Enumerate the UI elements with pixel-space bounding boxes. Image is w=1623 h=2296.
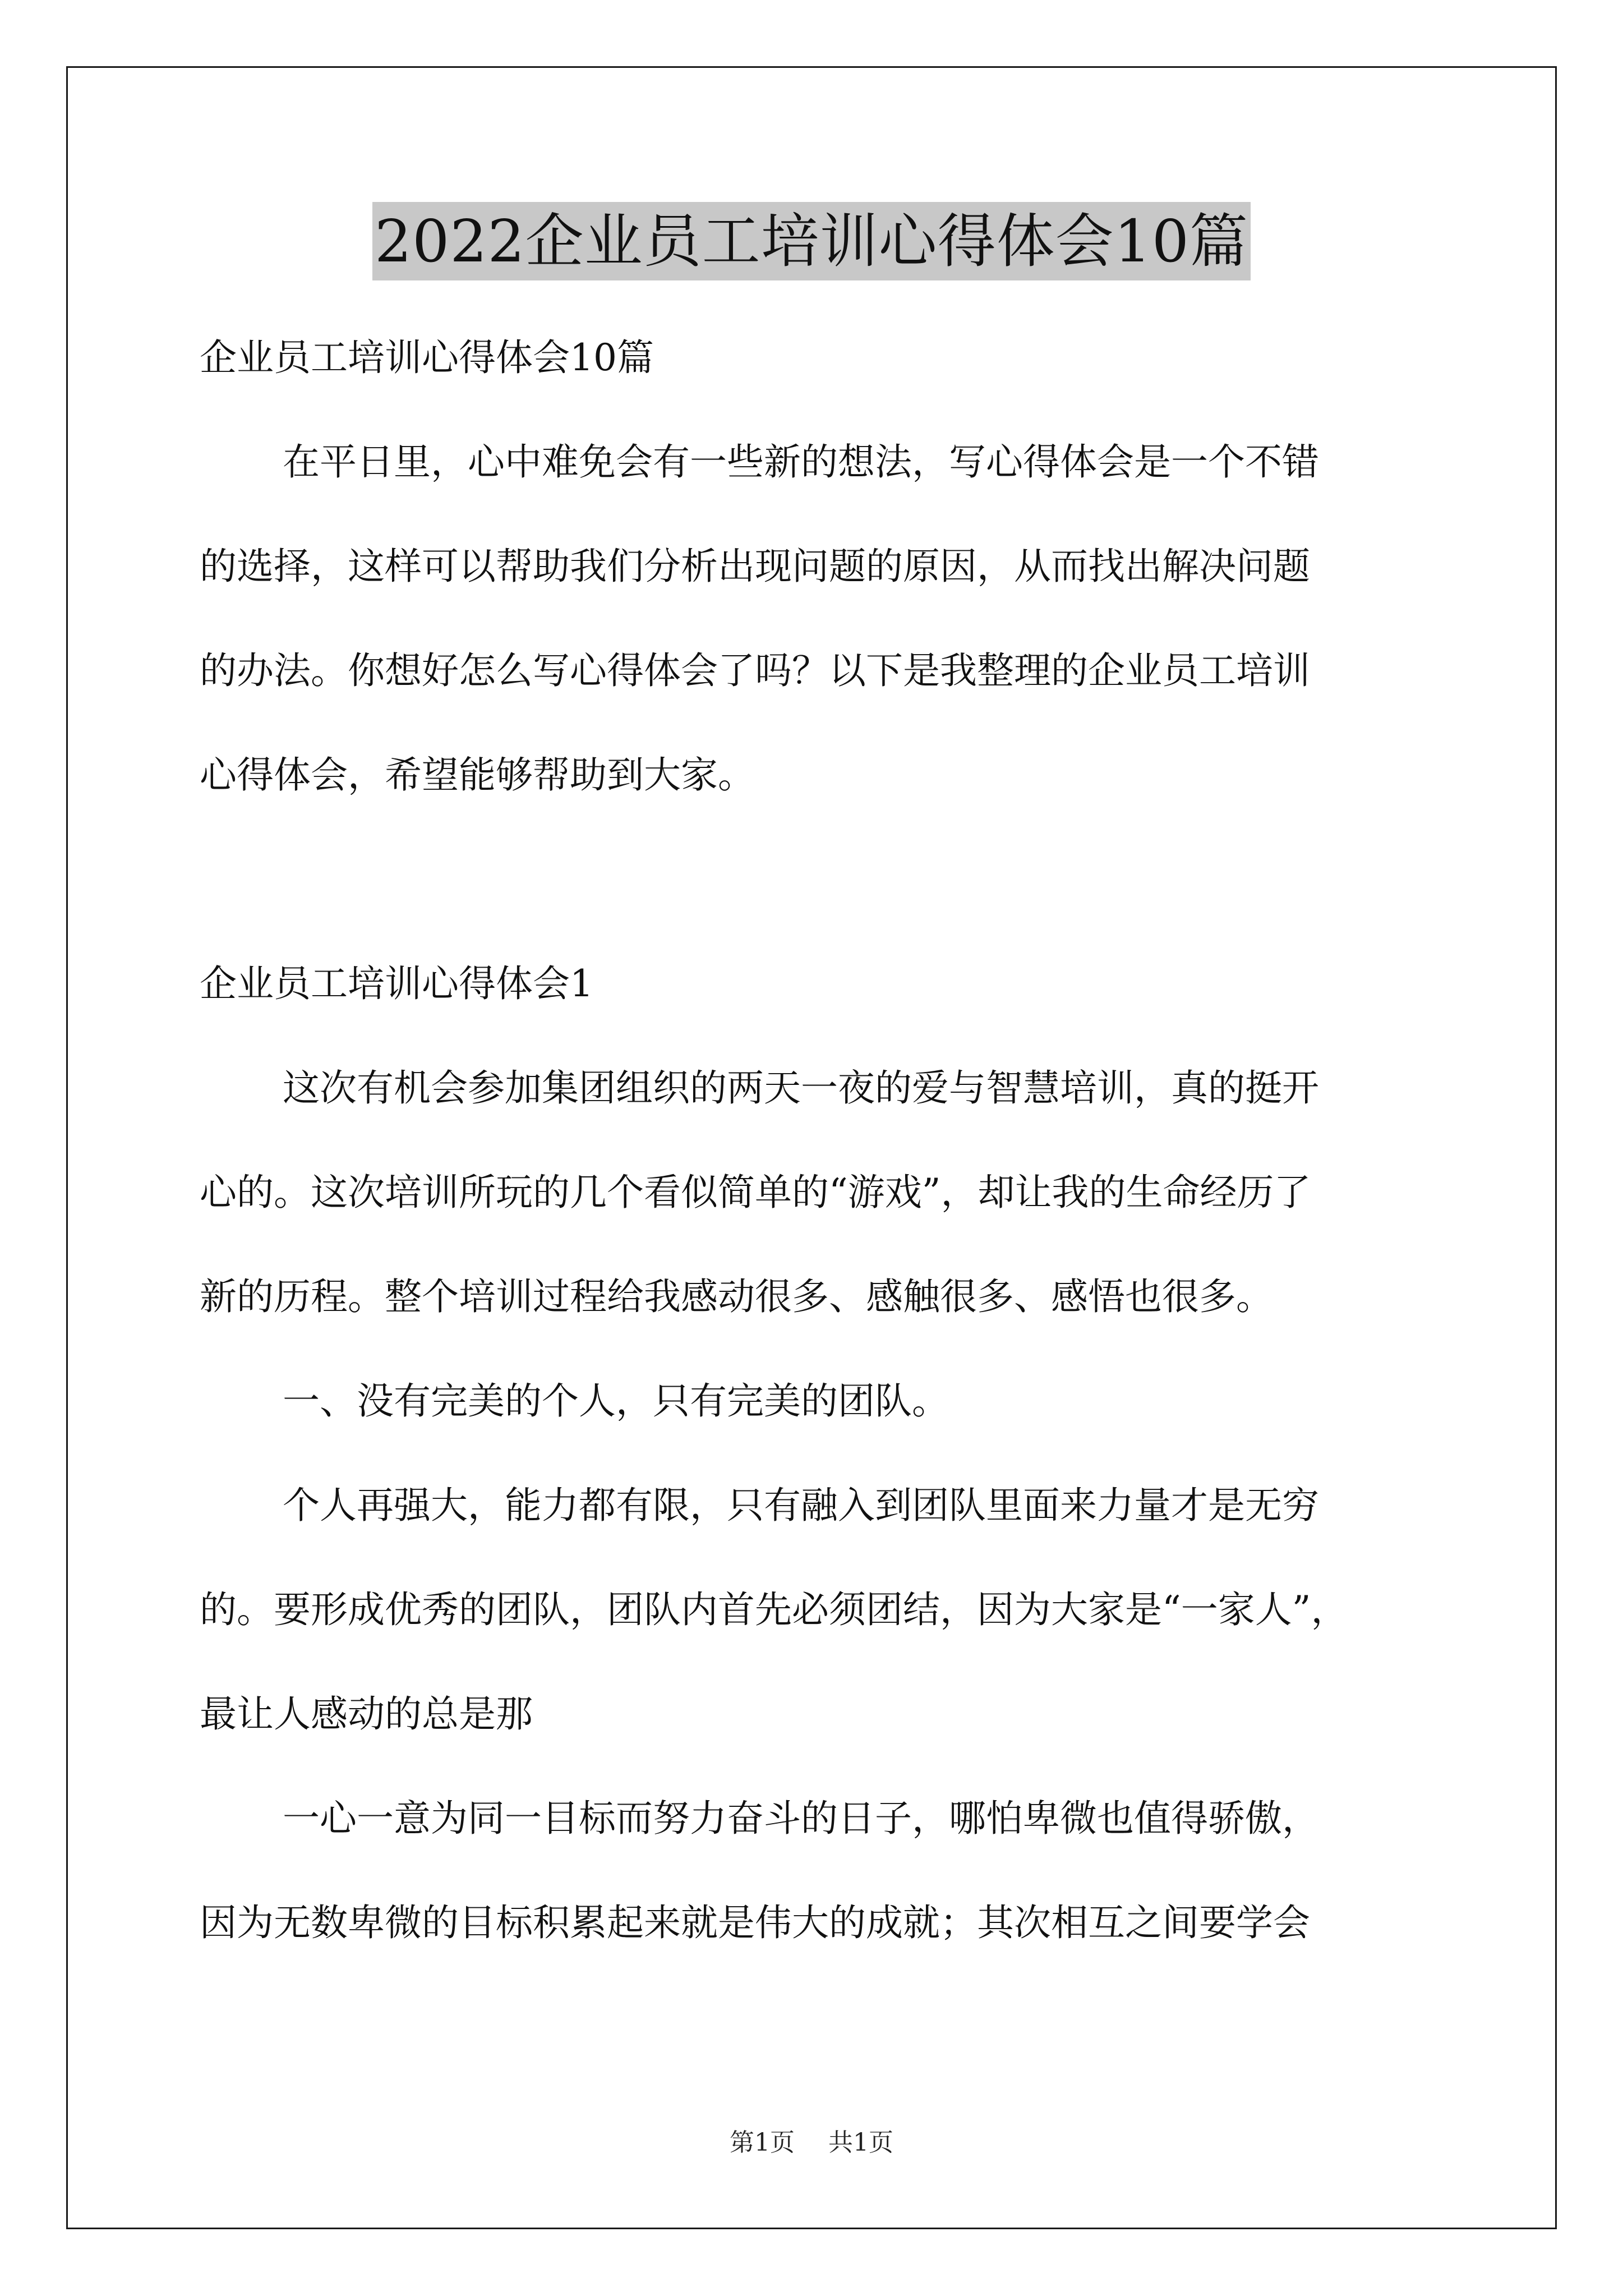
paragraph-line: 的选择，这样可以帮助我们分析出现问题的原因，从而找出解决问题 — [200, 545, 1310, 588]
paragraph-line: 的。要形成优秀的团队，团队内首先必须团结，因为大家是“一家人”， — [200, 1588, 1348, 1631]
paragraph-line: 一心一意为同一目标而努力奋斗的日子，哪怕卑微也值得骄傲， — [283, 1797, 1319, 1840]
paragraph-line: 心的。这次培训所玩的几个看似简单的“游戏”，却让我的生命经历了 — [200, 1171, 1311, 1214]
document-body — [200, 306, 1478, 1975]
paragraph-line: 心得体会，希望能够帮助到大家。 — [200, 753, 755, 797]
page-total: 共1页 — [828, 2128, 893, 2157]
page-footer — [0, 2126, 1623, 2160]
paragraph-line: 个人再强大，能力都有限，只有融入到团队里面来力量才是无穷 — [283, 1484, 1319, 1527]
blank-line — [200, 827, 1478, 932]
subtitle-line: 企业员工培训心得体会10篇 — [200, 336, 654, 379]
paragraph-line: 新的历程。整个培训过程给我感动很多、感触很多、感悟也很多。 — [200, 1275, 1273, 1318]
paragraph-line: 这次有机会参加集团组织的两天一夜的爱与智慧培训，真的挺开 — [283, 1066, 1319, 1110]
paragraph-line: 最让人感动的总是那 — [200, 1692, 533, 1736]
document-title: 2022企业员工培训心得体会10篇 — [372, 202, 1251, 280]
section-heading: 企业员工培训心得体会1 — [200, 962, 593, 1005]
title-container — [0, 202, 1623, 280]
page-number: 第1页 — [730, 2128, 795, 2157]
paragraph-line: 在平日里，心中难免会有一些新的想法，写心得体会是一个不错 — [283, 440, 1319, 484]
paragraph-line: 一、没有完美的个人，只有完美的团队。 — [283, 1379, 949, 1423]
paragraph-line: 的办法。你想好怎么写心得体会了吗？以下是我整理的企业员工培训 — [200, 649, 1310, 692]
paragraph-line: 因为无数卑微的目标积累起来就是伟大的成就；其次相互之间要学会 — [200, 1901, 1310, 1944]
